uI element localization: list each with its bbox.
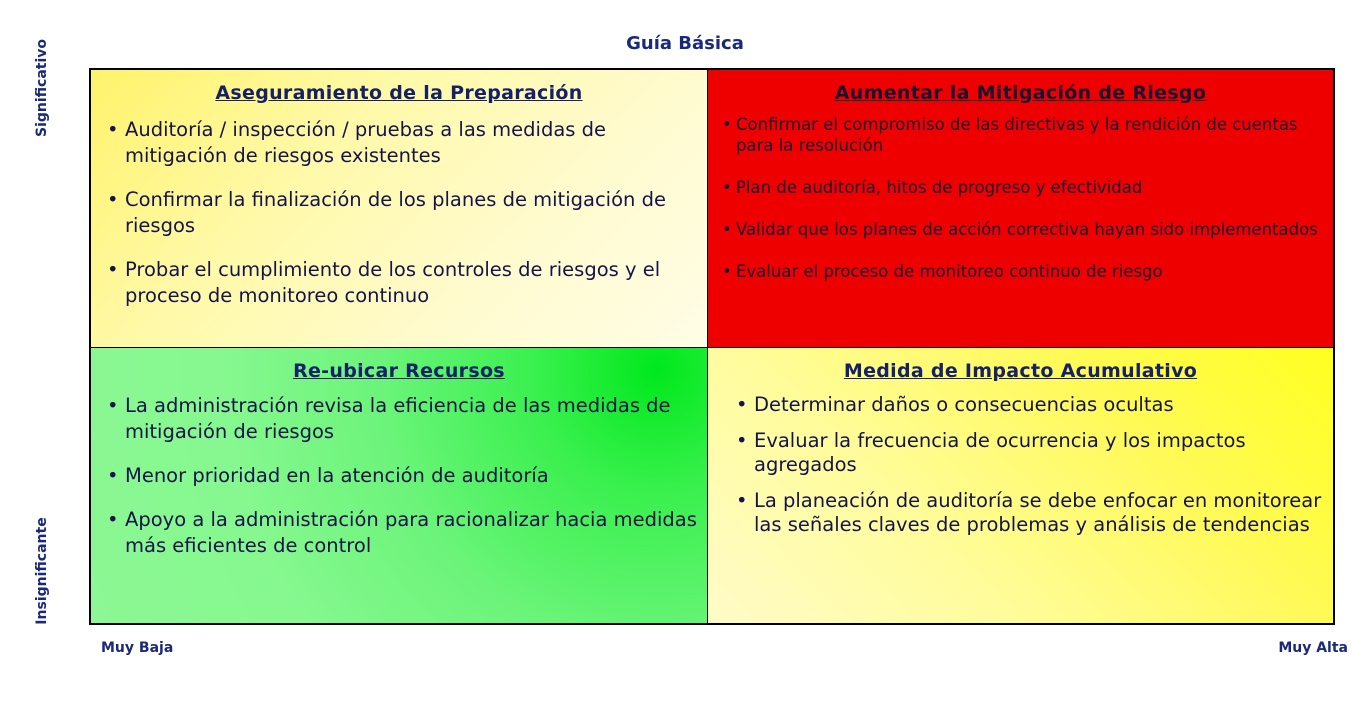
list-item: • Menor prioridad en la atención de auditoría [107,464,549,487]
quadrant-top-left [90,69,708,348]
quadrant-title: Aumentar la Mitigación de Riesgo [834,82,1207,104]
bullet-icon: • [107,464,119,487]
bullet-icon: • [722,220,732,239]
bullet-icon: • [722,262,732,281]
list-item: • Confirmar el compromiso de las directivas y la rendición de cuentas para la resolución [722,115,1298,155]
bullet-icon: • [107,394,119,417]
list-item: • La planeación de auditoría se debe enfocar en monitorear las señales claves de problemas y análisis de tendencias [736,489,1322,536]
list-item: • Evaluar el proceso de monitoreo continuo de riesgo [722,262,1163,281]
y-axis-top-label: Significativo [34,38,50,138]
list-item: • Validar que los planes de acción correctiva hayan sido implementados [722,220,1318,239]
quadrant-bottom-left [90,347,708,624]
bullet-icon: • [722,115,732,134]
bullet-icon: • [722,178,732,197]
quadrant-bottom-right [707,347,1334,624]
bullet-icon: • [736,429,748,452]
y-axis-bottom-label: Insignificante [34,517,50,625]
x-axis-right-label: Muy Alta [1278,640,1348,656]
quadrant-list [107,117,707,309]
x-axis-left-label: Muy Baja [101,640,174,656]
bullet-icon: • [736,393,748,416]
bullet-icon: • [107,508,119,531]
list-item: • Auditoría / inspección / pruebas a las medidas de mitigación de riesgos existentes [107,118,607,167]
bullet-icon: • [736,489,748,512]
quadrant-grid [89,68,1335,625]
quadrant-list [736,393,1333,537]
list-item: • Plan de auditoría, hitos de progreso y efectividad [722,178,1143,197]
bullet-icon: • [107,258,119,281]
quadrant-list [722,114,1333,282]
list-item: • Apoyo a la administración para racionalizar hacia medidas más eficientes de control [107,508,697,557]
quadrant-list [107,393,707,559]
quadrant-title: Medida de Impacto Acumulativo [843,360,1198,382]
quadrant-title: Aseguramiento de la Preparación [215,82,583,104]
list-item: • La administración revisa la eficiencia de las medidas de mitigación de riesgos [107,394,671,443]
bullet-icon: • [107,188,119,211]
list-item: • Evaluar la frecuencia de ocurrencia y los impactos agregados [736,429,1246,476]
matrix-title: Guía Básica [626,33,744,54]
quadrant-top-right [707,69,1334,348]
bullet-icon: • [107,118,119,141]
list-item: • Probar el cumplimiento de los controles de riesgos y el proceso de monitoreo continuo [107,258,661,307]
quadrant-title: Re-ubicar Recursos [293,360,505,382]
list-item: • Determinar daños o consecuencias ocultas [736,393,1174,416]
list-item: • Confirmar la finalización de los planes de mitigación de riesgos [107,188,666,237]
